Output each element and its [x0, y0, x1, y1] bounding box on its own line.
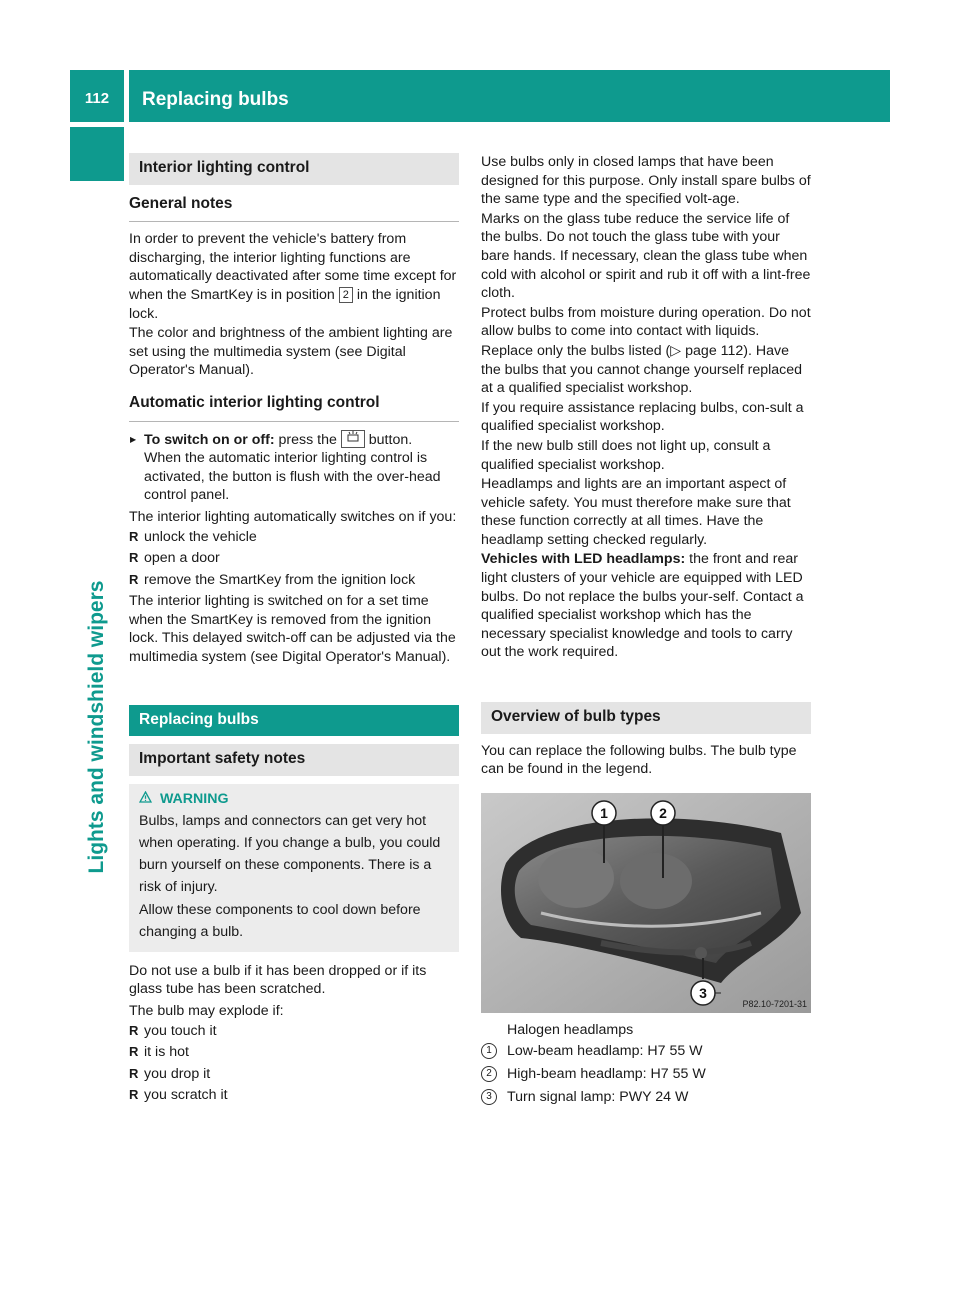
- right-paragraph-7: Headlamps and lights are an important aspect of vehicle safety. You must therefore make sure that these function correctly at all times. Have the headlamp setting checked regularly.: [481, 476, 791, 548]
- general-p1-text: In order to prevent the vehicle's battery from discharging, the interior lighting functions are automatically deactivated after some time except for when the SmartKey is in position: [129, 231, 457, 303]
- legend-item: [481, 1065, 811, 1084]
- right-paragraph-5: If you require assistance replacing bulbs, con-sult a qualified specialist workshop.: [481, 399, 804, 435]
- page-number: 112: [84, 90, 110, 107]
- instruction-step-result: When the automatic interior lighting control is activated, the button is flush with the over-head control panel.: [144, 450, 441, 504]
- legend-number: 2: [481, 1066, 497, 1082]
- side-tab-marker: [70, 127, 124, 181]
- right-paragraph-8: [481, 550, 811, 662]
- legend-heading: Halogen headlamps: [507, 1021, 634, 1038]
- subsection-title-safety-notes: Important safety notes: [129, 744, 459, 776]
- callout-2: 2: [659, 804, 667, 821]
- list-item: R you drop it: [129, 1065, 459, 1084]
- warning-title: WARNING: [159, 790, 229, 807]
- instruction-step-text-end: button.: [368, 431, 413, 448]
- legend-item: [481, 1042, 811, 1061]
- instruction-step-label: To switch on or off:: [144, 431, 275, 448]
- general-notes-paragraph-1: [129, 230, 459, 323]
- warning-triangle-icon: [139, 788, 156, 810]
- warning-header: [139, 788, 449, 810]
- auto-paragraph-1: The interior lighting automatically switches on if you:: [129, 508, 457, 525]
- left-column: [129, 153, 459, 1108]
- headlamp-photo: [481, 793, 811, 1013]
- legend-text: Low-beam headlamp: H7 55 W: [507, 1043, 703, 1060]
- subheading-automatic-lighting: Automatic interior lighting control: [129, 388, 459, 422]
- list-item: R it is hot: [129, 1043, 459, 1062]
- right-p4-text: Replace only the bulbs listed (: [481, 342, 671, 359]
- right-paragraph-4: [481, 342, 811, 398]
- subheading-general-notes: General notes: [129, 189, 459, 223]
- safety-paragraph-2: The bulb may explode if:: [129, 1003, 284, 1020]
- list-item: R remove the SmartKey from the ignition lock: [129, 571, 459, 590]
- instruction-step: [129, 430, 459, 505]
- position-key-icon: 2: [339, 287, 353, 303]
- warning-box: [129, 784, 459, 952]
- overview-paragraph: You can replace the following bulbs. The bulb type can be found in the legend.: [481, 742, 797, 778]
- safety-paragraph-1: Do not use a bulb if it has been dropped or if its glass tube has been scratched.: [129, 962, 427, 998]
- legend-number: 3: [481, 1089, 497, 1105]
- list-item: R you touch it: [129, 1022, 459, 1041]
- side-tab-label: Lights and windshield wipers: [85, 580, 108, 874]
- right-column: [481, 153, 811, 1110]
- section-title-interior-lighting: Interior lighting control: [129, 153, 459, 185]
- legend-text: High-beam headlamp: H7 55 W: [507, 1066, 706, 1082]
- callout-1: 1: [600, 804, 608, 821]
- right-paragraph-6: If the new bulb still does not light up, consult a qualified specialist workshop.: [481, 437, 771, 473]
- legend-text: Turn signal lamp: PWY 24 W: [507, 1088, 689, 1105]
- list-item: R open a door: [129, 549, 459, 568]
- warning-paragraph-2: Allow these components to cool down before changing a bulb.: [139, 901, 421, 940]
- right-paragraph-2: Marks on the glass tube reduce the service life of the bulbs. Do not touch the glass tube with your bare hands. If necessary, clean the glass tube when cold with alcohol or spirit and rub it off with a lint-free cloth.: [481, 210, 811, 302]
- led-headlamps-text: the front and rear light clusters of your vehicle are equipped with LED bulbs. Do not replace the bulbs your-self. Contact a qualified specialist workshop which has the necessary specialist knowledge and tools to carry out the work required.: [481, 551, 804, 661]
- right-paragraph-1: Use bulbs only in closed lamps that have been designed for this purpose. Only install spare bulbs of the same type and the specified volt-age.: [481, 154, 811, 208]
- list-item: R you scratch it: [129, 1086, 459, 1105]
- interior-light-button-icon: [341, 430, 365, 448]
- section-title-bulb-overview: Overview of bulb types: [481, 702, 811, 734]
- list-item: R unlock the vehicle: [129, 528, 459, 547]
- right-p4-text-end: page 112). Have the bulbs that you cannot change yourself replaced at a qualified specialist workshop.: [481, 342, 803, 397]
- section-title-replacing-bulbs: Replacing bulbs: [129, 705, 459, 737]
- led-headlamps-label: Vehicles with LED headlamps:: [481, 551, 686, 568]
- general-notes-paragraph-2: The color and brightness of the ambient lighting are set using the multimedia system (see Digital Operator's Manual).: [129, 325, 453, 379]
- warning-paragraph-1: Bulbs, lamps and connectors can get very hot when operating. If you change a bulb, you could burn yourself on these components. There is a risk of injury.: [139, 812, 441, 895]
- general-p1-text-end: in the ignition lock.: [129, 286, 441, 322]
- legend-number: 1: [481, 1043, 497, 1059]
- instruction-step-text: press the: [278, 431, 337, 448]
- auto-paragraph-2: The interior lighting is switched on for a set time when the SmartKey is removed from the ignition lock. This delayed switch-off can be adjusted via the multimedia system (see Digital Operator's Manual).: [129, 593, 456, 666]
- right-paragraph-3: Protect bulbs from moisture during operation. Do not allow bulbs to come into contact with liquids.: [481, 304, 811, 340]
- legend-item: [481, 1088, 811, 1107]
- photo-code: P82.10-7201-31: [742, 998, 807, 1009]
- callout-3: 3: [699, 984, 707, 1001]
- header-title: Replacing bulbs: [142, 89, 289, 110]
- page-reference-arrow-icon: ▷: [670, 342, 682, 359]
